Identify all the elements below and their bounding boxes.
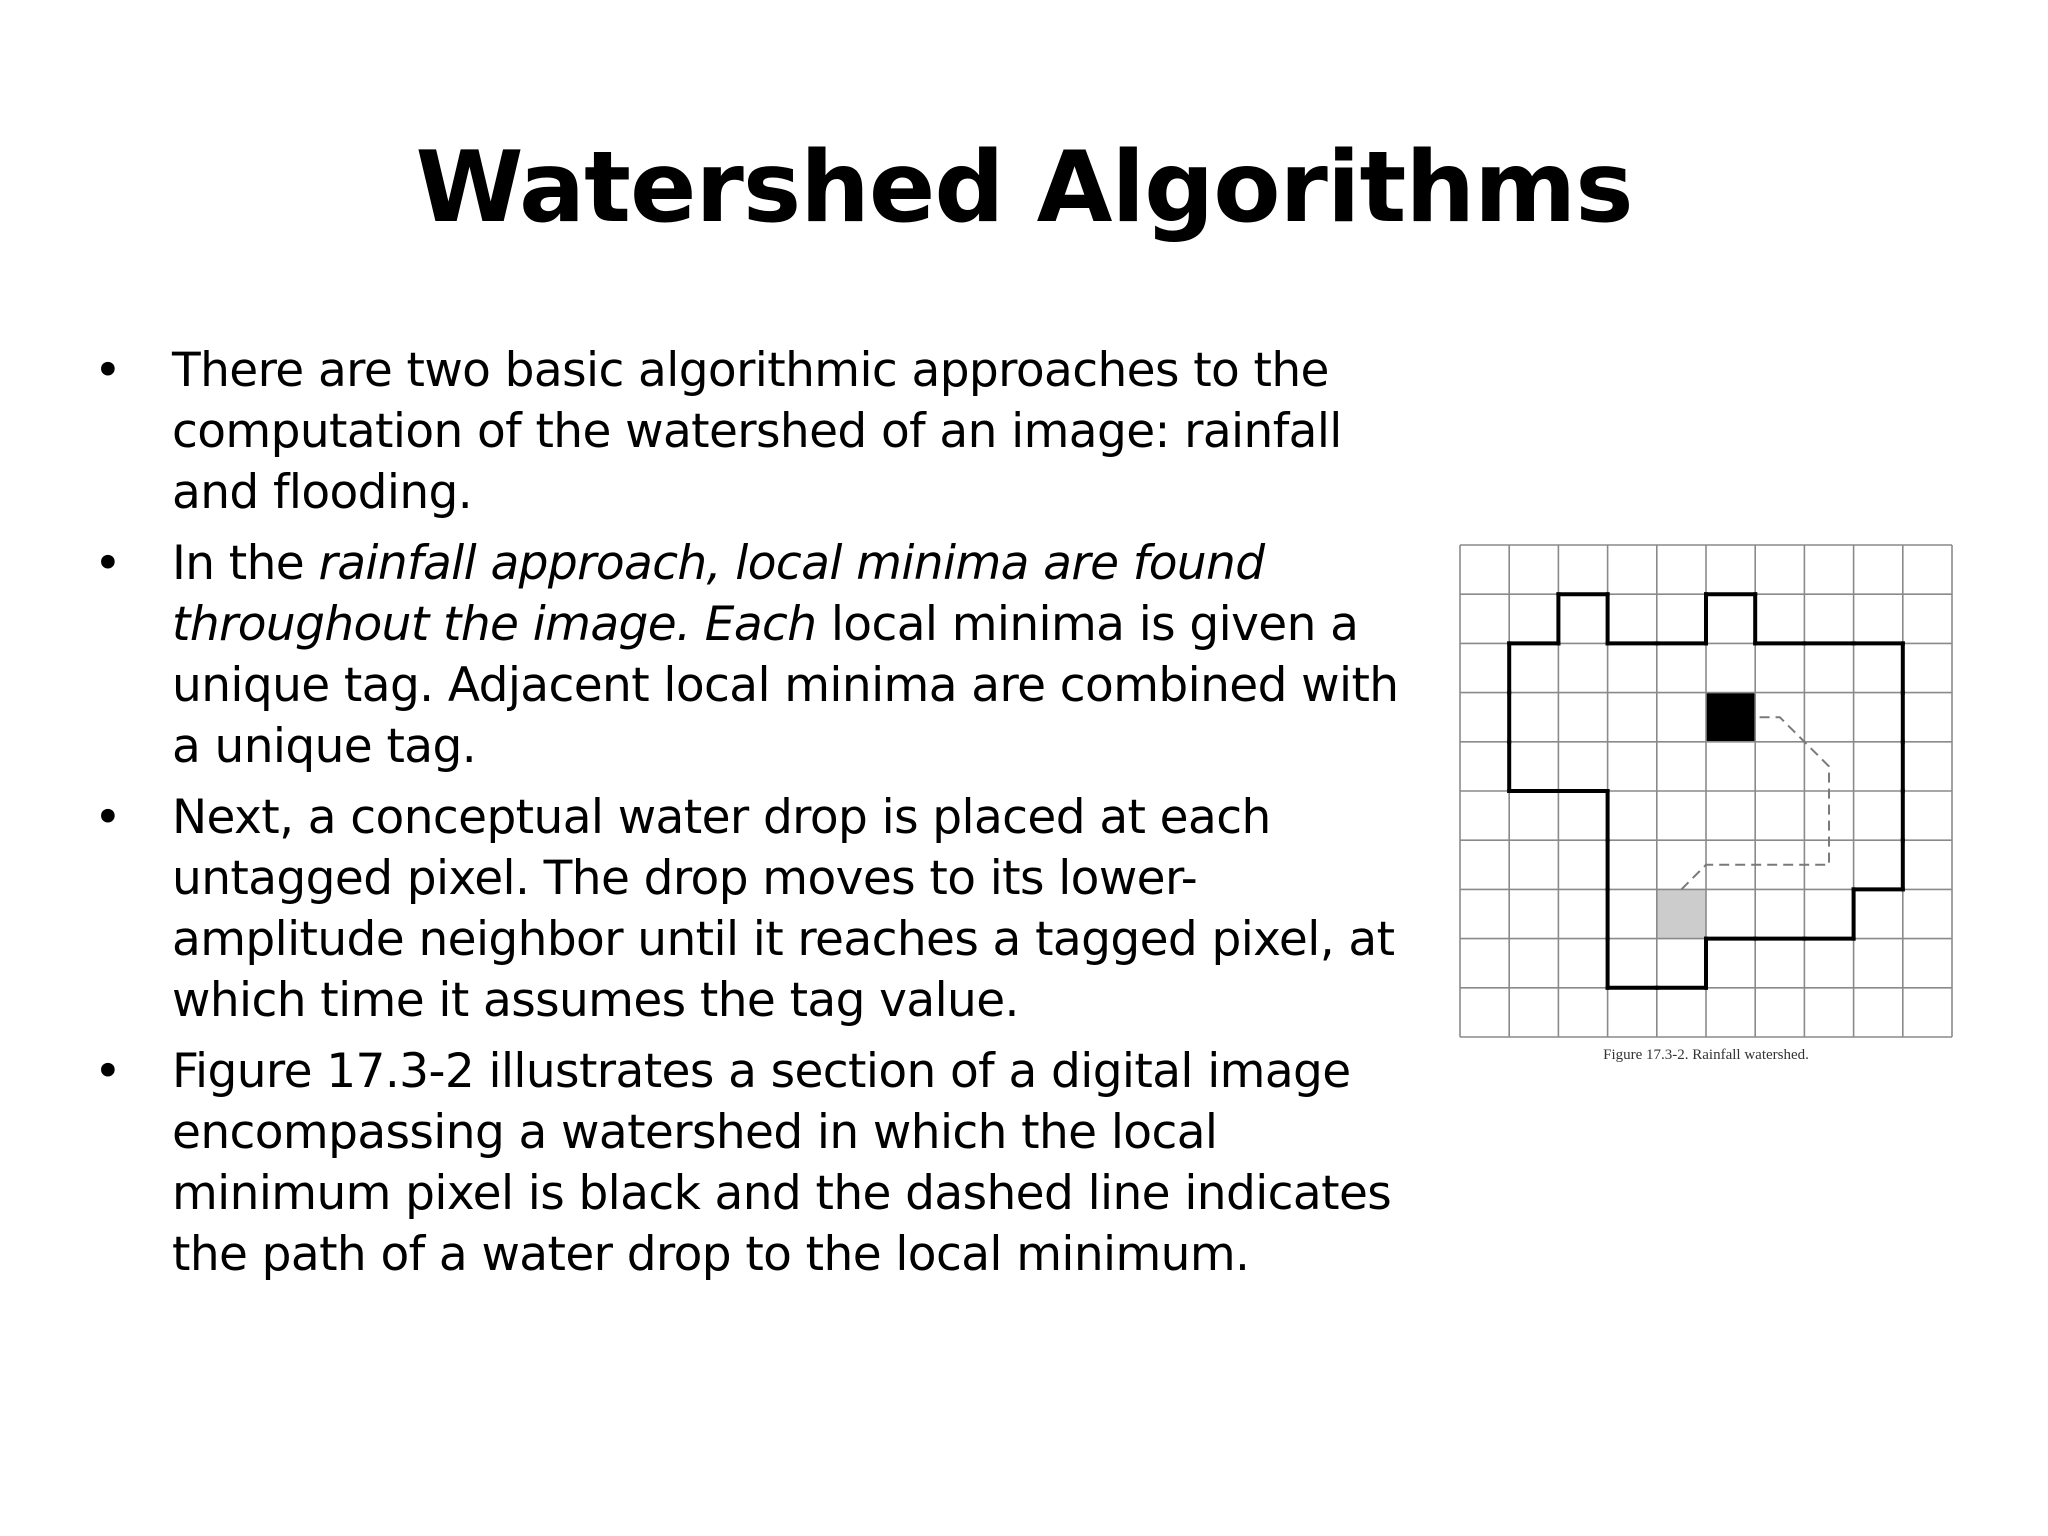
text-run: local minima is given a unique tag. Adjacent local minima are combined with a unique tag. [172,597,1399,774]
slide-title: Watershed Algorithms [415,131,1633,245]
bullet-text [172,1044,1391,1282]
bullet-text [172,536,1398,774]
rainfall-watershed-figure [1458,543,1954,1083]
local-minimum-pixel [1706,693,1755,742]
text-run: Next, a conceptual water drop is placed at each untagged pixel. The drop moves to its lower-amplitude neighbor until it reaches a tagged pixel, at which time it assumes the tag value. [172,790,1395,1028]
text-run: Figure 17.3-2 illustrates a section of a digital image encompassing a watershed in which the local minimum pixel is black and the dashed line indicates the path of a water drop to the local minimum. [172,1044,1392,1282]
bullet-marker: • [94,536,122,591]
figure-caption: Figure 17.3-2. Rainfall watershed. [1603,1047,1809,1063]
bullet-item [94,1041,1424,1285]
italic-text: rainfall approach, local minima are found throughout the image. Each [172,536,1265,652]
bullet-list [94,340,1424,1295]
drop-start-pixel [1657,889,1706,938]
bullet-item [94,340,1424,523]
bullet-item [94,533,1424,777]
bullet-text [172,790,1394,1028]
watershed-grid-diagram [1458,543,1954,1039]
text-run: In the [172,536,319,591]
bullet-marker: • [94,343,122,398]
bullet-text [172,343,1342,520]
bullet-marker: • [94,1044,122,1099]
bullet-marker: • [94,790,122,845]
bullet-item [94,787,1424,1031]
text-run: There are two basic algorithmic approaches to the computation of the watershed of an image: rainfall and flooding. [172,343,1342,520]
